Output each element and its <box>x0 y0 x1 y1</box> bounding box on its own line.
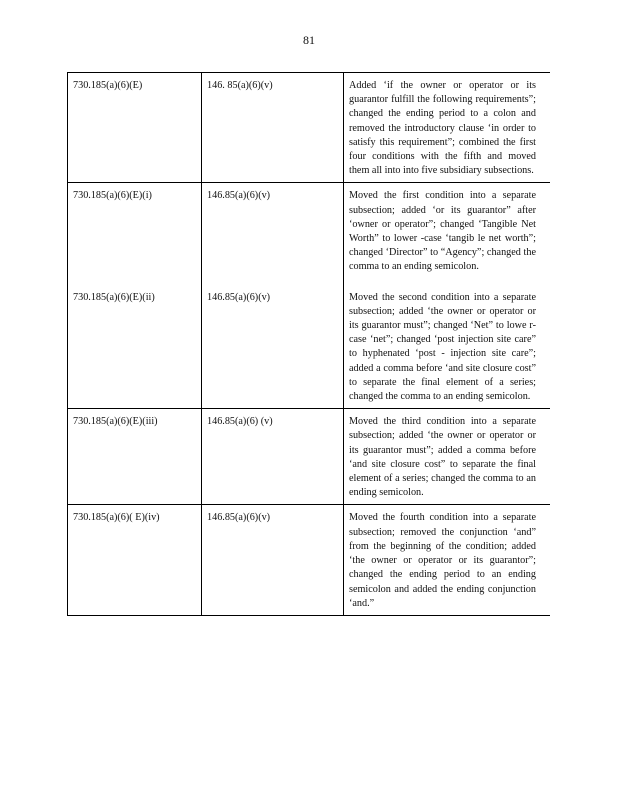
new-section-cell: 146.85(a)(6)(v) <box>202 279 344 409</box>
table-row <box>68 183 551 279</box>
table-row <box>68 409 551 505</box>
new-section-cell: 146. 85(a)(6)(v) <box>202 73 344 183</box>
comparison-table <box>67 72 550 616</box>
table-row <box>68 505 551 615</box>
change-description-cell: Moved the fourth condition into a separate subsection; removed the conjunction ‘and” from the beginning of the condition; added ‘the owner or operator or its guarantor”; changed the ending period to an ending semicolon and added the ending conjunction ‘and.” <box>344 505 551 615</box>
section-cell: 730.185(a)(6)(E)(iii) <box>68 409 202 505</box>
change-description-cell: Added ‘if the owner or operator or its guarantor fulfill the following requirements”; changed the ending period to a colon and removed the introductory clause ‘in order to satisfy this requirement”; combined the first four conditions with the fifth and moved them all into into five subsidiary subsections. <box>344 73 551 183</box>
change-description-cell: Moved the second condition into a separate subsection; added ‘the owner or operator or its guarantor must”; changed ‘Net” to lowe r-case ‘net”; changed ‘post injection site care” to hyphenated ‘post - injection site care”; added a comma before ‘and site closure cost” to separate the final element of a series; changed the comma to an ending semicolon. <box>344 279 551 409</box>
page-number: 81 <box>303 33 315 47</box>
section-cell: 730.185(a)(6)(E)(ii) <box>68 279 202 409</box>
new-section-cell: 146.85(a)(6) (v) <box>202 409 344 505</box>
change-description-cell: Moved the third condition into a separate subsection; added ‘the owner or operator or its guarantor must”; added a comma before ‘and site closure cost” to separate the final element of a series; changed the comma to an ending semicolon. <box>344 409 551 505</box>
table-row <box>68 279 551 409</box>
change-description-cell: Moved the first condition into a separate subsection; added ‘or its guarantor” after ‘owner or operator”; changed ‘Tangible Net Worth” to lower -case ‘tangib le net worth”; changed ‘Director” to “Agency”; changed the comma to an ending semicolon. <box>344 183 551 279</box>
table-row <box>68 73 551 183</box>
section-cell: 730.185(a)(6)(E) <box>68 73 202 183</box>
new-section-cell: 146.85(a)(6)(v) <box>202 505 344 615</box>
section-cell: 730.185(a)(6)(E)(i) <box>68 183 202 279</box>
section-cell: 730.185(a)(6)( E)(iv) <box>68 505 202 615</box>
new-section-cell: 146.85(a)(6)(v) <box>202 183 344 279</box>
